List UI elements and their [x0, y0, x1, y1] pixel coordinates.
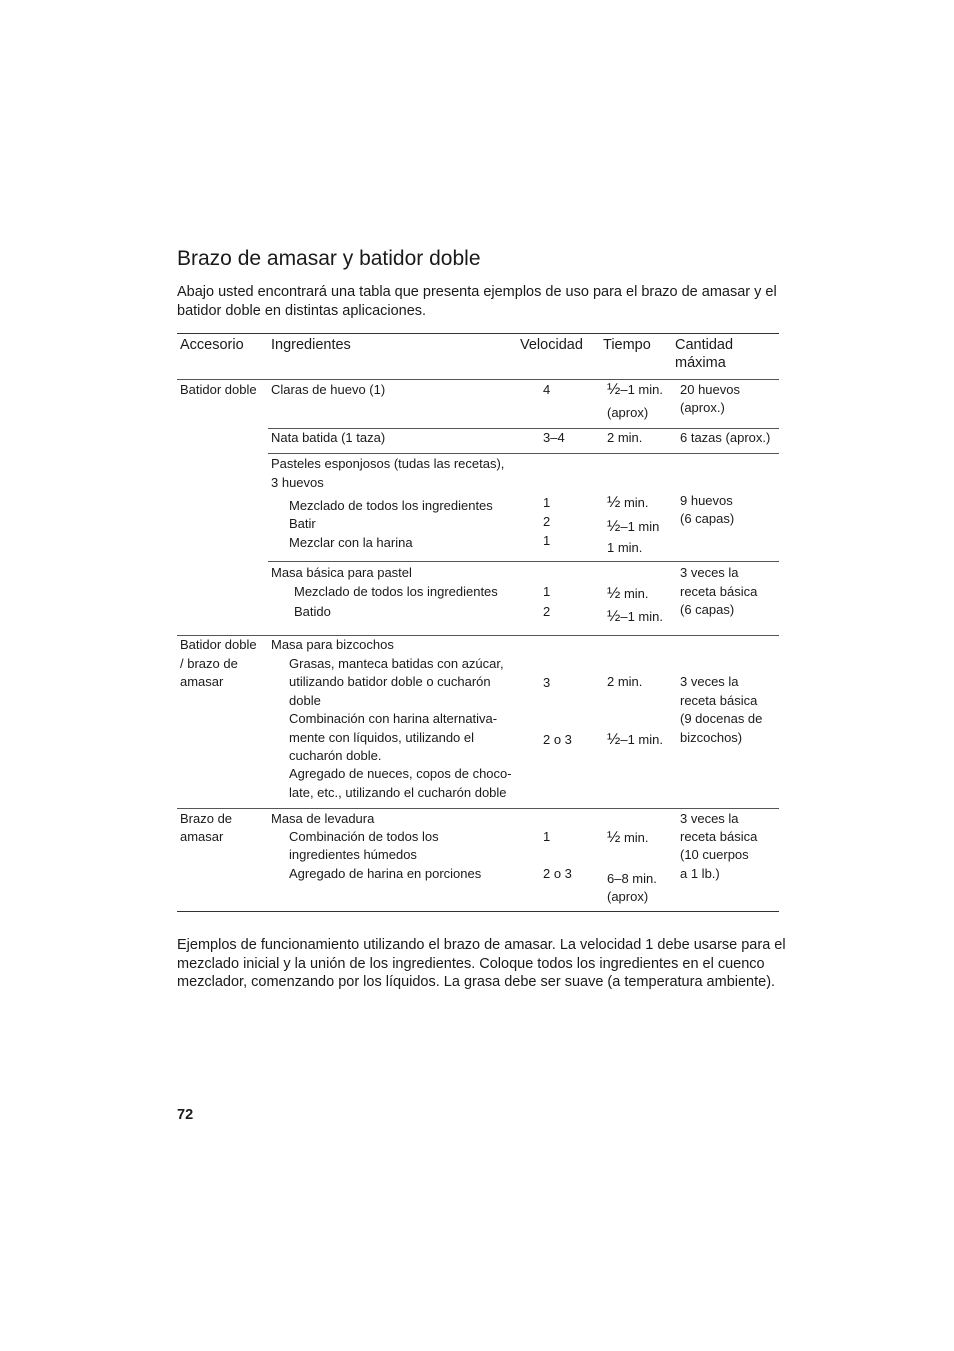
fraction-half: ½: [607, 518, 621, 535]
cell-velocidad: 1: [543, 495, 551, 510]
cell-velocidad: 1: [543, 584, 551, 599]
cell-tiempo: 2 min.: [607, 674, 643, 689]
fraction-half: ½: [607, 381, 621, 398]
cell-ingredientes: Pasteles esponjosos (tudas las recetas),: [271, 456, 505, 471]
cell-accesorio-cont: / brazo de: [180, 656, 238, 671]
cell-step: Combinación de todos los: [289, 829, 439, 844]
cell-cantidad-note: receta básica: [680, 829, 758, 844]
cell-cantidad: 9 huevos: [680, 493, 733, 508]
cell-cantidad-note: (6 capas): [680, 511, 735, 526]
table-bottom-rule: [177, 911, 779, 912]
outro-paragraph: Ejemplos de funcionamiento utilizando el brazo de amasar. La velocidad 1 debe usarse para el mezclado inicial y la unión de los ingredientes. Coloque todos los ingredientes en el cuenco mezclador, comenzando por los líquidos. La grasa debe ser suave (a temperatura ambiente).: [177, 937, 786, 990]
cell-ingredientes: Masa básica para pastel: [271, 565, 412, 580]
cell-ingredientes: Masa para bizcochos: [271, 637, 394, 652]
cell-tiempo: ½ min.: [607, 829, 649, 846]
cell-step: Mezclado de todos los ingredientes: [294, 584, 498, 599]
cell-step: Combinación con harina alternativa-: [289, 711, 498, 726]
cell-step: Agregado de nueces, copos de choco-: [289, 766, 512, 781]
cell-tiempo: ½–1 min.: [607, 381, 663, 398]
cell-velocidad: 2 o 3: [543, 732, 572, 747]
cell-tiempo: 2 min.: [607, 430, 643, 445]
cell-velocidad: 4: [543, 382, 551, 397]
cell-step: Mezclar con la harina: [289, 535, 413, 550]
cell-step: Agregado de harina en porciones: [289, 866, 482, 881]
cell-velocidad: 1: [543, 829, 551, 844]
cell-cantidad-note: bizcochos): [680, 730, 743, 745]
page-title: Brazo de amasar y batidor doble: [177, 247, 481, 270]
cell-step: mente con líquidos, utilizando el: [289, 730, 475, 745]
table-top-rule: [177, 333, 779, 334]
row-divider: [268, 561, 779, 562]
cell-ingredientes: Claras de huevo (1): [271, 382, 386, 397]
cell-velocidad: 2 o 3: [543, 866, 572, 881]
cell-step: Batido: [294, 604, 331, 619]
fraction-half: ½: [607, 494, 621, 511]
table-header-rule: [177, 379, 779, 380]
cell-cantidad-note: (10 cuerpos: [680, 847, 749, 862]
cell-cantidad: 6 tazas (aprox.): [680, 430, 771, 445]
cell-cantidad: 3 veces la: [680, 811, 739, 826]
cell-cantidad-note: receta básica: [680, 693, 758, 708]
header-accesorio: Accesorio: [180, 337, 244, 353]
header-ingredientes: Ingredientes: [271, 337, 351, 353]
cell-cantidad: 3 veces la: [680, 674, 739, 689]
cell-tiempo: 6–8 min.: [607, 871, 657, 886]
fraction-half: ½: [607, 829, 621, 846]
cell-cantidad-note: receta básica: [680, 584, 758, 599]
cell-velocidad: 2: [543, 514, 551, 529]
cell-tiempo: ½ min.: [607, 585, 649, 602]
cell-accesorio: Batidor doble: [180, 637, 257, 652]
intro-paragraph: Abajo usted encontrará una tabla que presenta ejemplos de uso para el brazo de amasar y el batidor doble en distintas aplicaciones.: [177, 284, 777, 319]
cell-cantidad: 20 huevos: [680, 382, 740, 397]
cell-accesorio: Batidor doble: [180, 382, 257, 397]
header-cantidad: Cantidad: [675, 337, 734, 353]
cell-step: doble: [289, 693, 321, 708]
cell-cantidad: 3 veces la: [680, 565, 739, 580]
row-divider: [177, 635, 779, 636]
fraction-half: ½: [607, 585, 621, 602]
cell-ingredientes: Nata batida (1 taza): [271, 430, 386, 445]
cell-tiempo: 1 min.: [607, 540, 643, 555]
cell-tiempo-note: (aprox): [607, 405, 649, 420]
cell-tiempo-note: (aprox): [607, 889, 649, 904]
cell-velocidad: 3–4: [543, 430, 565, 445]
cell-velocidad: 3: [543, 675, 551, 690]
cell-velocidad: 2: [543, 604, 551, 619]
cell-step: Grasas, manteca batidas con azúcar,: [289, 656, 504, 671]
cell-step: utilizando batidor doble o cucharón: [289, 674, 491, 689]
header-tiempo: Tiempo: [603, 337, 651, 353]
cell-step: Mezclado de todos los ingredientes: [289, 498, 493, 513]
page-number: 72: [177, 1107, 194, 1123]
cell-step: late, etc., utilizando el cucharón doble: [289, 785, 507, 800]
cell-accesorio: Brazo de: [180, 811, 233, 826]
cell-ingredientes: Masa de levadura: [271, 811, 375, 826]
cell-step: ingredientes húmedos: [289, 847, 417, 862]
fraction-half: ½: [607, 731, 621, 748]
cell-tiempo: ½–1 min: [607, 518, 660, 535]
fraction-half: ½: [607, 608, 621, 625]
cell-cantidad-note: (9 docenas de: [680, 711, 763, 726]
cell-step: Batir: [289, 516, 316, 531]
cell-cantidad-note: (aprox.): [680, 400, 725, 415]
row-divider: [268, 453, 779, 454]
cell-tiempo: ½–1 min.: [607, 608, 663, 625]
cell-accesorio-cont: amasar: [180, 829, 224, 844]
header-maxima: máxima: [675, 355, 726, 371]
cell-ingredientes-cont: 3 huevos: [271, 475, 324, 490]
header-velocidad: Velocidad: [520, 337, 583, 353]
row-divider: [177, 808, 779, 809]
cell-cantidad-note: a 1 lb.): [680, 866, 720, 881]
cell-velocidad: 1: [543, 533, 551, 548]
cell-tiempo: ½ min.: [607, 494, 649, 511]
cell-accesorio-cont: amasar: [180, 674, 224, 689]
cell-tiempo: ½–1 min.: [607, 731, 663, 748]
cell-step: cucharón doble.: [289, 748, 382, 763]
cell-cantidad-note: (6 capas): [680, 602, 735, 617]
